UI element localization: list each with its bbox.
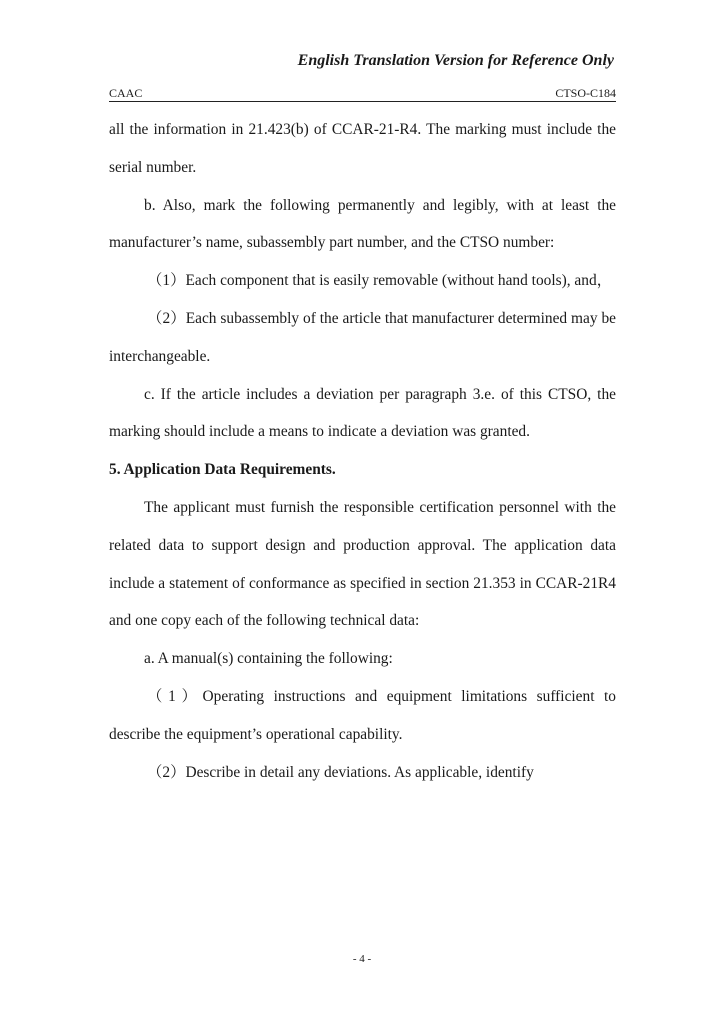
paragraph-subitem-1: （1）Each component that is easily removable (without hand tools), and， [147,272,613,290]
paragraph-applicant: The applicant must furnish the responsible certification personnel with the related data to support design and production approval. The application data include a statement of conformance as specified in section 21.353 in CCAR-21R4 and one copy each of the following technical data: [109,498,616,630]
translation-banner: English Translation Version for Reference Only [297,52,614,69]
paragraph-item-a: a. A manual(s) containing the following: [144,650,393,668]
paragraph-subitem-2: （2）Each subassembly of the article that manufacturer determined may be interchangeable. [109,309,616,365]
header-document-id: CTSO-C184 [555,86,616,100]
paragraph-manual-subitem-2: （2）Describe in detail any deviations. As applicable, identify [147,763,534,781]
page-number: - 4 - [352,953,372,965]
paragraph-item-c: c. If the article includes a deviation per paragraph 3.e. of this CTSO, the marking should include a means to indicate a deviation was granted. [109,385,616,441]
section-heading: 5. Application Data Requirements. [109,461,336,479]
paragraph-manual-subitem-1: （1）Operating instructions and equipment limitations sufficient to describe the equipment’s operational capability. [109,687,616,743]
paragraph-marking-serial: all the information in 21.423(b) of CCAR-21-R4. The marking must include the serial number. [109,121,616,176]
header-organization: CAAC [109,86,143,100]
document-body [109,111,616,791]
paragraph-item-b: b. Also, mark the following permanently and legibly, with at least the manufacturer’s name, subassembly part number, and the CTSO number: [109,196,616,252]
running-header [109,87,616,102]
